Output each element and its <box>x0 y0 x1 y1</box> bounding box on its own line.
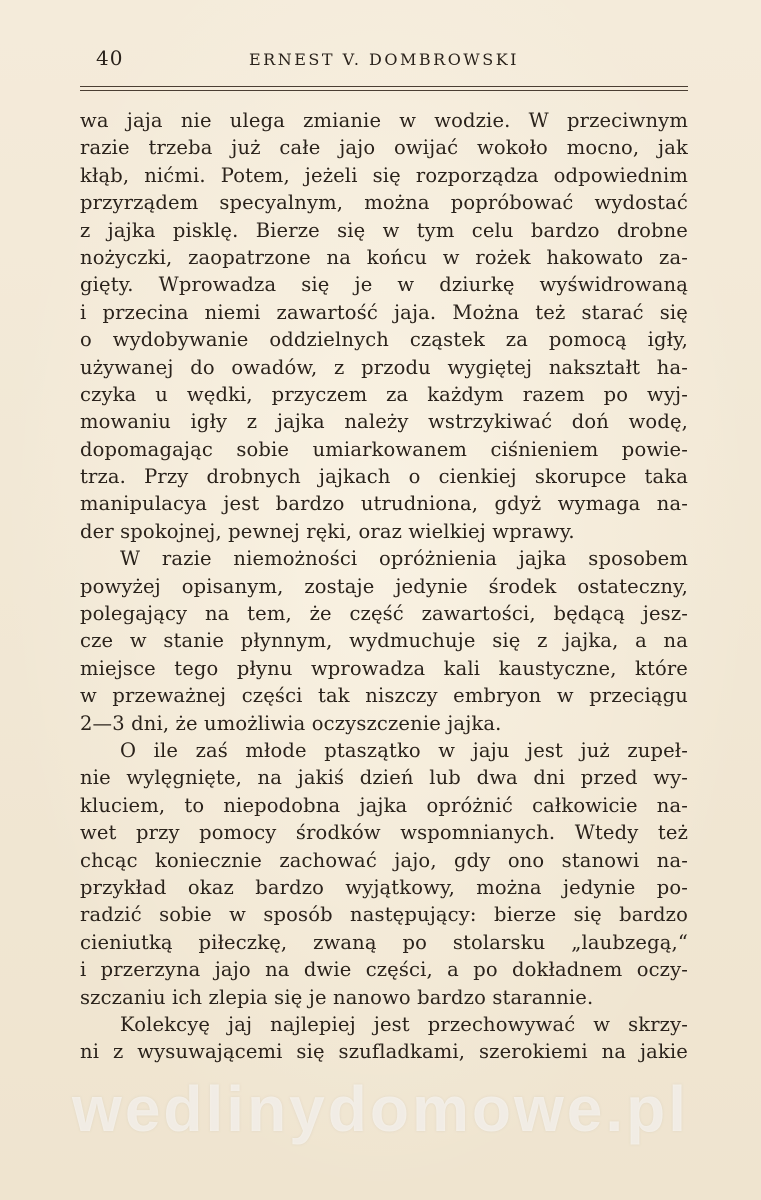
text-line: przyrządem specyalnym, można popróbować wydostać <box>80 191 688 215</box>
text-line: powyżej opisanym, zostaje jedynie środek ostateczny, <box>80 574 688 598</box>
text-line: gięty. Wprowadza się je w dziurkę wyświdrowaną <box>80 273 688 297</box>
header-rule <box>80 86 688 91</box>
text-line: dopomagając sobie umiarkowanem ciśnieniem powie- <box>80 437 688 461</box>
watermark: wedlinydomowe.pl <box>72 1073 689 1145</box>
text-line: W razie niemożności opróżnienia jajka sposobem <box>120 547 688 571</box>
text-line: ni z wysuwającemi się szufladkami, szerokiemi na jakie <box>80 1040 688 1064</box>
running-head: ERNEST V. DOMBROWSKI <box>249 50 519 69</box>
text-line: chcąc koniecznie zachować jajo, gdy ono stanowi na- <box>80 848 688 872</box>
body-text <box>80 107 688 1066</box>
text-line: O ile zaś młode ptaszątko w jaju jest już zupeł- <box>120 738 688 762</box>
text-line: mowaniu igły z jajka należy wstrzykiwać doń wodę, <box>80 410 688 434</box>
text-line: miejsce tego płynu wprowadza kali kaustyczne, które <box>80 656 688 680</box>
text-line: czyka u wędki, przyczem za każdym razem po wyj- <box>80 382 688 406</box>
text-line: manipulacya jest bardzo utrudniona, gdyż wymaga na- <box>80 492 688 516</box>
text-line: nożyczki, zaopatrzone na końcu w rożek hakowato za- <box>80 245 688 269</box>
text-line: z jajka pisklę. Bierze się w tym celu bardzo drobne <box>80 218 688 242</box>
text-line: przykład okaz bardzo wyjątkowy, można jedynie po- <box>80 875 688 899</box>
text-line: trza. Przy drobnych jajkach o cienkiej skorupce taka <box>80 465 688 489</box>
text-line: razie trzeba już całe jajo owijać wokoło mocno, jak <box>80 136 688 160</box>
text-line: kluciem, to niepodobna jajka opróżnić całkowicie na- <box>80 793 688 817</box>
text-line: i przerzyna jajo na dwie części, a po dokładnem oczy- <box>80 958 688 982</box>
text-line: wa jaja nie ulega zmianie w wodzie. W przeciwnym <box>80 109 688 132</box>
text-line: w przeważnej części tak niszczy embryon w przeciągu <box>80 684 688 708</box>
text-line: radzić sobie w sposób następujący: bierze się bardzo <box>80 903 688 927</box>
text-line: nie wylęgnięte, na jakiś dzień lub dwa dni przed wy- <box>80 766 688 790</box>
text-line: o wydobywanie oddzielnych cząstek za pomocą igły, <box>80 328 688 352</box>
text-line: polegający na tem, że część zawartości, będącą jesz- <box>80 602 688 626</box>
text-line: der spokojnej, pewnej ręki, oraz wielkiej wprawy. <box>80 519 575 543</box>
text-line: wet przy pomocy środków wspomnianych. Wtedy też <box>80 821 688 845</box>
text-line: i przecina niemi zawartość jaja. Można też starać się <box>80 300 688 324</box>
text-line: cze w stanie płynnym, wydmuchuje się z jajka, a na <box>80 629 688 653</box>
text-line: szczaniu ich zlepia się je nanowo bardzo starannie. <box>80 985 594 1009</box>
text-line: 2—3 dni, że umożliwia oczyszczenie jajka. <box>80 711 502 735</box>
text-line: Kolekcyę jaj najlepiej jest przechowywać w skrzy- <box>120 1012 688 1036</box>
text-line: używanej do owadów, z przodu wygiętej nakształt ha- <box>80 355 688 379</box>
page-header <box>78 46 690 76</box>
page-number: 40 <box>96 46 124 70</box>
text-line: kłąb, nićmi. Potem, jeżeli się rozporządza odpowiednim <box>80 163 688 187</box>
text-line: cieniutką piłeczkę, zwaną po stolarsku „laubzegą,“ <box>80 930 688 954</box>
